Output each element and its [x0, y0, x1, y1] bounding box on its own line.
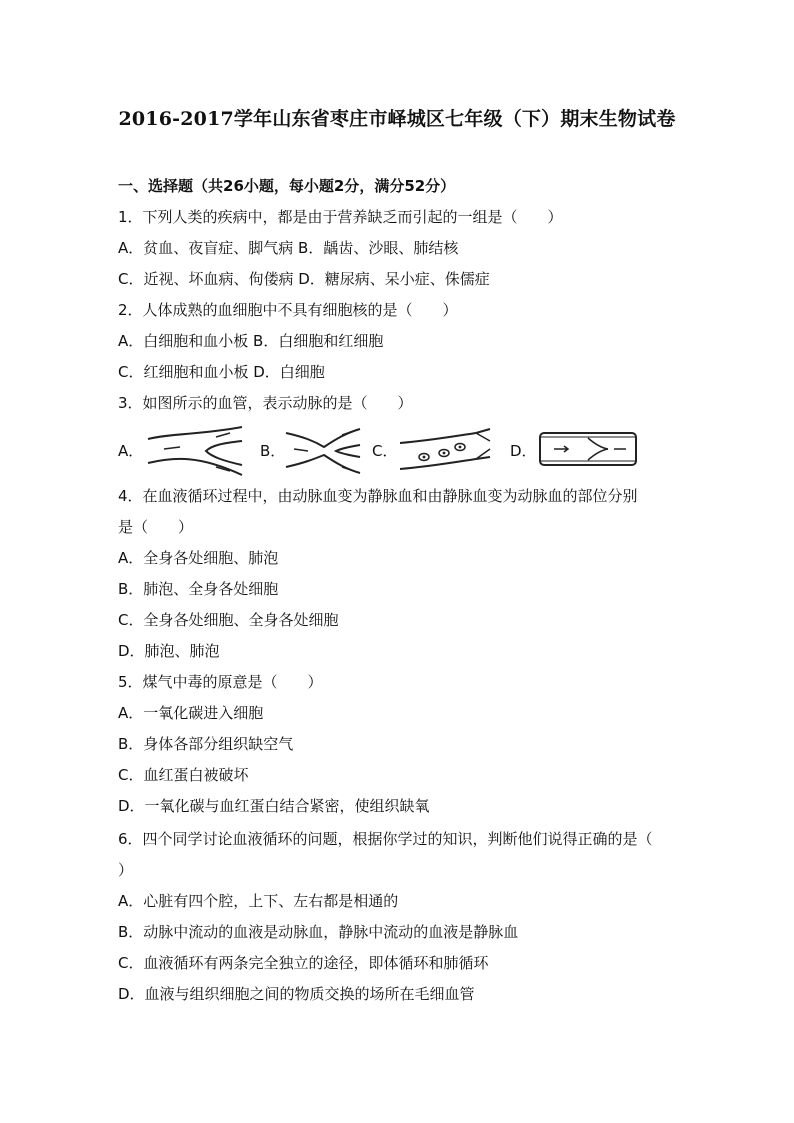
question-4-option-b: B．肺泡、全身各处细胞 — [118, 580, 279, 598]
question-1-options-ab: A．贫血、夜盲症、脚气病 B．龋齿、沙眼、肺结核 — [118, 239, 459, 257]
question-5-option-d: D．一氧化碳与血红蛋白结合紧密，使组织缺氧 — [118, 797, 430, 815]
question-4-stem-line2: 是（ ） — [118, 518, 194, 536]
question-5-option-b: B．身体各部分组织缺空气 — [118, 735, 294, 753]
page-title: 2016-2017学年山东省枣庄市峄城区七年级（下）期末生物试卷 — [118, 108, 676, 130]
question-6-stem-line2: ） — [118, 861, 134, 879]
question-1-options-cd: C．近视、坏血病、佝偻病 D．糖尿病、呆小症、侏儒症 — [118, 270, 490, 288]
vessel-c-image — [396, 423, 492, 479]
question-1-stem: 1．下列人类的疾病中，都是由于营养缺乏而引起的一组是（ ） — [118, 208, 563, 226]
question-4-option-c: C．全身各处细胞、全身各处细胞 — [118, 611, 339, 629]
option-a-label: A． — [118, 442, 144, 460]
question-5-option-c: C．血红蛋白被破坏 — [118, 766, 249, 784]
vessel-a-image — [144, 423, 246, 479]
question-4-option-d: D．肺泡、肺泡 — [118, 642, 220, 660]
section-heading: 一、选择题（共26小题，每小题2分，满分52分） — [118, 177, 456, 195]
vessel-figures — [118, 423, 678, 479]
option-c-label: C． — [372, 442, 398, 460]
option-d-label: D． — [510, 442, 537, 460]
question-6-option-c: C．血液循环有两条完全独立的途径，即体循环和肺循环 — [118, 954, 489, 972]
question-2-options-cd: C．红细胞和血小板 D．白细胞 — [118, 363, 325, 381]
vessel-d-image — [536, 423, 640, 479]
option-b-label: B． — [260, 442, 286, 460]
question-4-stem-line1: 4．在血液循环过程中，由动脉血变为静脉血和由静脉血变为动脉血的部位分别 — [118, 487, 638, 505]
question-6-option-d: D．血液与组织细胞之间的物质交换的场所在毛细血管 — [118, 985, 475, 1003]
question-2-stem: 2．人体成熟的血细胞中不具有细胞核的是（ ） — [118, 301, 458, 319]
question-5-stem: 5．煤气中毒的原意是（ ） — [118, 673, 323, 691]
question-3-stem: 3．如图所示的血管，表示动脉的是（ ） — [118, 394, 413, 412]
question-6-stem-line1: 6．四个同学讨论血液循环的问题，根据你学过的知识，判断他们说得正确的是（ — [118, 830, 653, 848]
question-2-options-ab: A．白细胞和血小板 B．白细胞和红细胞 — [118, 332, 384, 350]
question-6-option-b: B．动脉中流动的血液是动脉血，静脉中流动的血液是静脉血 — [118, 923, 519, 941]
question-6-option-a: A．心脏有四个腔，上下、左右都是相通的 — [118, 892, 399, 910]
vessel-b-image — [284, 423, 362, 479]
question-4-option-a: A．全身各处细胞、肺泡 — [118, 549, 279, 567]
question-5-option-a: A．一氧化碳进入细胞 — [118, 704, 264, 722]
